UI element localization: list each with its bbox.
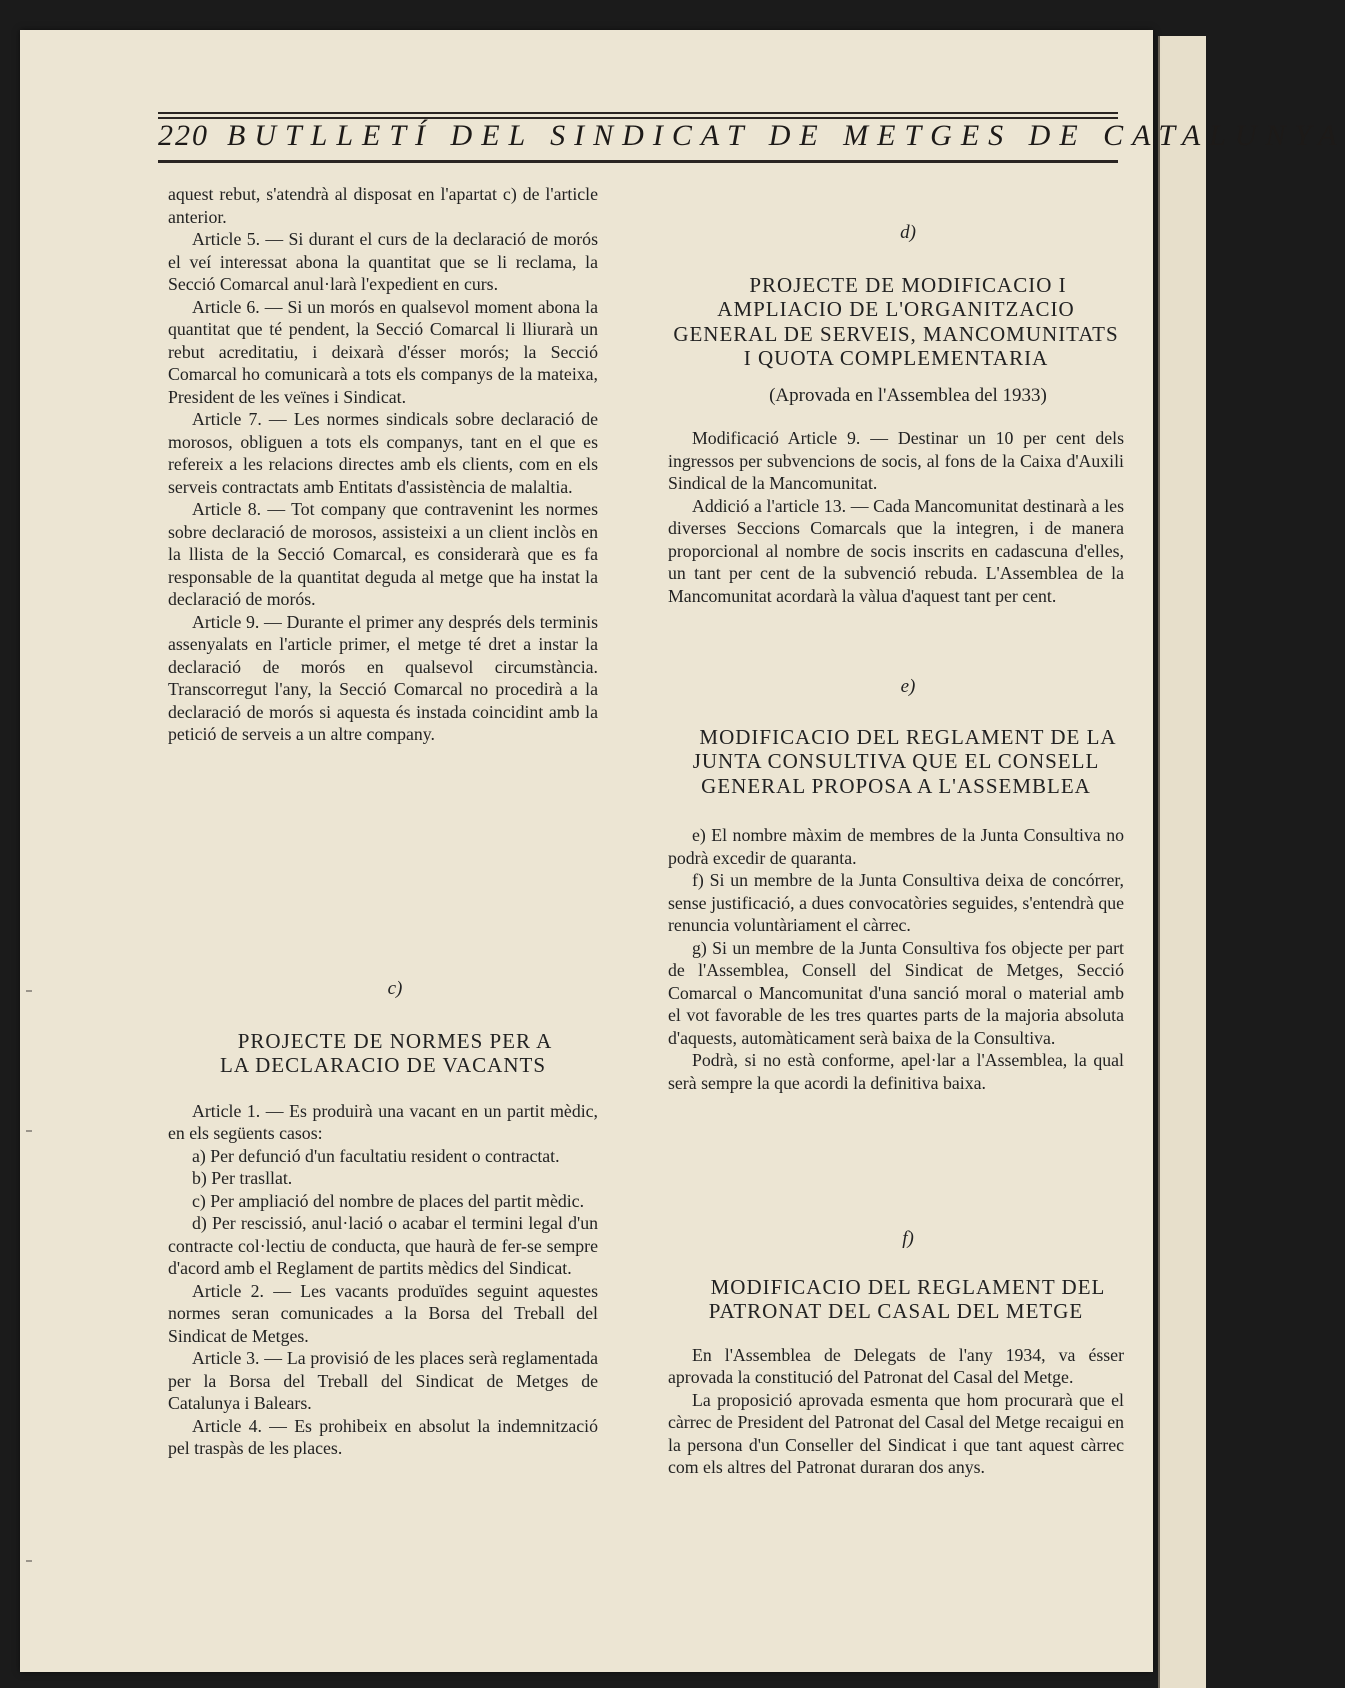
section-letter: c): [387, 978, 403, 999]
paragraph: d) Per rescissió, anul·lació o acabar el termini legal d'un contracte col·lectiu de conducta, que haurà de fer-se sempre d'acord amb el Reglament de partits mèdics del Sindicat.: [168, 1213, 598, 1278]
paragraph: aquest rebut, s'atendrà al disposat en l'apartat c) de l'article anterior.: [168, 184, 598, 227]
margin-mark: [26, 1560, 32, 1562]
section-title: MODIFICACIO DEL REGLAMENT DEL PATRONAT DEL CASAL DEL METGE: [708, 1274, 1106, 1323]
paragraph: Article 1. — Es produirà una vacant en un partit mèdic, en els següents casos:: [168, 1100, 598, 1143]
section-d: [668, 222, 1124, 607]
header-rule-bottom: [158, 160, 1118, 163]
paragraph: En l'Assemblea de Delegats de l'any 1934, va ésser aprovada la constitució del Patronat del Casal del Metge.: [668, 1344, 1124, 1387]
paragraph: Podrà, si no està conforme, apel·lar a l'Assemblea, la qual serà sempre la que acordi la definitiva baixa.: [668, 1050, 1124, 1093]
paragraph: La proposició aprovada esmenta que hom procurarà que el càrrec de President del Patronat del Casal del Metge recaigui en la persona d'un Conseller del Sindicat i que tant aquest càrrec com els altres del Patronat duraran dos anys.: [668, 1389, 1124, 1477]
margin-mark: [26, 1130, 32, 1132]
paragraph: e) El nombre màxim de membres de la Junta Consultiva no podrà excedir de quaranta.: [668, 825, 1124, 868]
margin-mark: [26, 990, 32, 992]
section-title: PROJECTE DE MODIFICACIO I AMPLIACIO DE L'ORGANITZACIO GENERAL DE SERVEIS, MANCOMUNITATS I QUOTA COMPLEMENTARIA: [673, 272, 1119, 370]
section-title: PROJECTE DE NORMES PER A LA DECLARACIO DE VACANTS: [220, 1028, 553, 1077]
section-letter: e): [900, 676, 916, 697]
paragraph: Article 6. — Si un morós en qualsevol moment abona la quantitat que té pendent, la Secció Comarcal li lliurarà un rebut acreditatiu, i deixarà d'ésser morós; la Secció Comarcal ho comunicarà a tots els companys de la mateixa, President de les veïnes i Sindicat.: [168, 296, 598, 407]
paragraph: f) Si un membre de la Junta Consultiva deixa de concórrer, sense justificació, a dues convocatòries seguides, s'entendrà que renuncia voluntàriament el càrrec.: [668, 870, 1124, 935]
paragraph: Article 4. — Es prohibeix en absolut la indemnització pel traspàs de les places.: [168, 1415, 598, 1458]
section-title: MODIFICACIO DEL REGLAMENT DE LA JUNTA CONSULTIVA QUE EL CONSELL GENERAL PROPOSA A L'ASSEMBLEA: [692, 724, 1117, 798]
paragraph: Modificació Article 9. — Destinar un 10 per cent dels ingressos per subvencions de socis, al fons de la Caixa d'Auxili Sindical de la Mancomunitat.: [668, 428, 1124, 493]
section-letter: f): [902, 1228, 914, 1249]
paragraph: Article 9. — Durante el primer any després dels terminis assenyalats en l'article primer, el metge té dret a instar la declaració de morós en qualsevol circumstància. Transcorregut l'any, la Secció Comarcal no procedirà a la declaració de morós si aquesta és instada coincidint amb la petició de serveis a un altre company.: [168, 611, 598, 744]
paragraph: Article 2. — Les vacants produïdes seguint aquestes normes seran comunicades a la Borsa del Treball del Sindicat de Metges.: [168, 1280, 598, 1346]
section-f: [668, 1228, 1124, 1479]
section-c: [168, 978, 598, 1460]
running-title: BUTLLETÍ DEL SINDICAT DE METGES DE CATALUNYA: [227, 119, 1345, 152]
header-rule-top: [158, 112, 1118, 114]
paragraph: c) Per ampliació del nombre de places del partit mèdic.: [192, 1190, 585, 1211]
section-letter: d): [900, 222, 916, 243]
paragraph: Article 3. — La provisió de les places serà reglamentada per la Borsa del Treball del Sindicat de Metges de Catalunya i Balears.: [168, 1348, 598, 1413]
paragraph: a) Per defunció d'un facultatiu resident o contractat.: [192, 1145, 560, 1166]
facing-page-edge: [1158, 36, 1206, 1688]
running-header: [158, 116, 1345, 156]
paragraph: Article 8. — Tot company que contravenint les normes sobre declaració de morosos, assisteixi a un client inclòs en la llista de la Secció Comarcal, es considerarà que es fa responsable de la quantitat deguda al metge que ha instat la declaració de morós.: [168, 499, 598, 609]
paragraph: g) Si un membre de la Junta Consultiva fos objecte per part de l'Assemblea, Consell del Sindicat de Metges, Secció Comarcal o Mancomunitat d'una sanció moral o material amb el vot favorable de les tres quartes parts de la majoria absoluta d'aquests, automàticament serà baixa de la Consultiva.: [668, 937, 1124, 1048]
paragraph: Addició a l'article 13. — Cada Mancomunitat destinarà a les diverses Seccions Comarcals que la integren, i de manera proporcional al nombre de socis inscrits en cadascuna d'elles, un tant per cent de la subvenció rebuda. L'Assemblea de la Mancomunitat acordarà la vàlua d'aquest tant per cent.: [668, 495, 1124, 606]
section-e: [668, 676, 1124, 1094]
page-number: 220: [158, 119, 209, 152]
section-caption: (Aprovada en l'Assemblea del 1933): [769, 384, 1047, 406]
paragraph: Article 7. — Les normes sindicals sobre declaració de morosos, obliguen a tots els companys, tant en el que es refereix a les relacions directes amb els clients, com en els serveis contractats amb Entitats d'assistència de malaltia.: [168, 409, 598, 497]
paragraph: Article 5. — Si durant el curs de la declaració de morós el veí interessat abona la quantitat que se li reclama, la Secció Comarcal anul·larà l'expedient en curs.: [168, 229, 598, 294]
paragraph: b) Per trasllat.: [192, 1168, 293, 1188]
left-column: [168, 183, 598, 746]
